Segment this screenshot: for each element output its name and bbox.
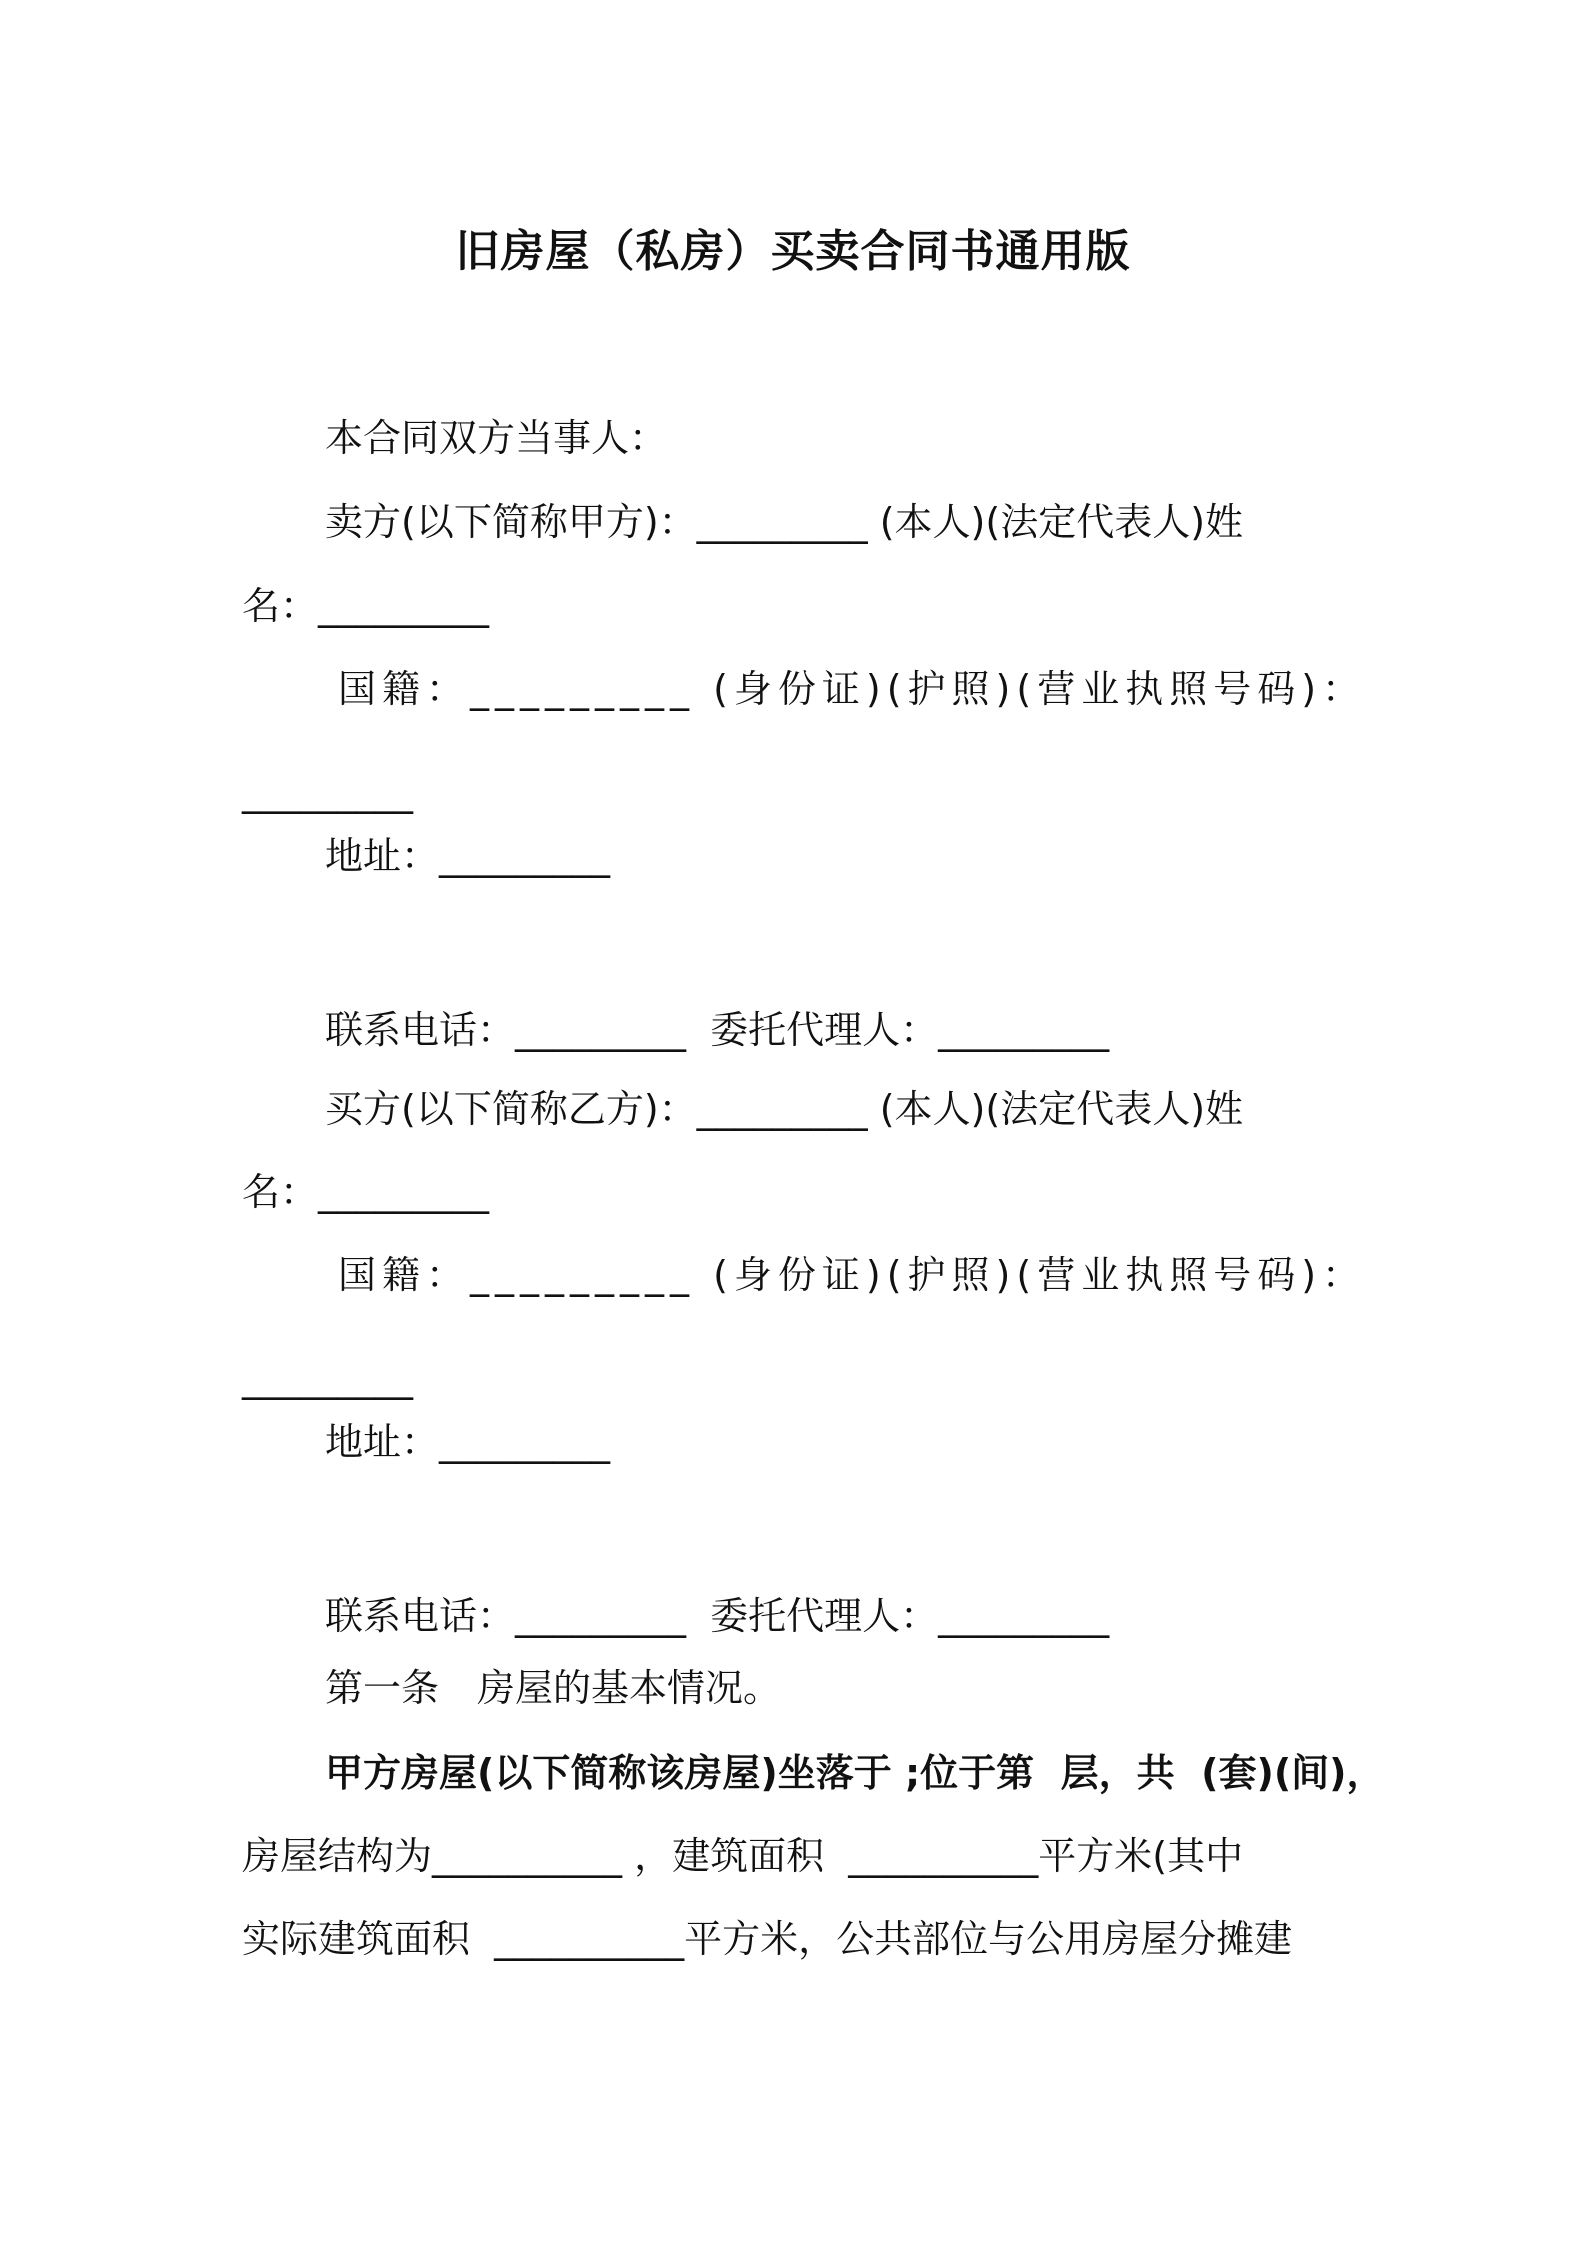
article-one-line-2: 房屋结构为__________ ，建筑面积 __________平方米(其中	[242, 1834, 1244, 1878]
seller-address-line: 地址：_________	[325, 834, 611, 878]
buyer-id-blank: _________	[242, 1356, 413, 1400]
article-one-line-3: 实际建筑面积 __________平方米，公共部位与公用房屋分摊建	[242, 1917, 1293, 1961]
buyer-name-line: 名：_________	[242, 1170, 490, 1214]
buyer-address-line: 地址：_________	[325, 1420, 611, 1464]
seller-line: 卖方(以下简称甲方)：_________ (本人)(法定代表人)姓	[325, 500, 1244, 544]
document-title: 旧房屋（私房）买卖合同书通用版	[455, 226, 1131, 277]
parties-heading: 本合同双方当事人：	[325, 416, 668, 460]
buyer-line: 买方(以下简称乙方)：_________ (本人)(法定代表人)姓	[325, 1087, 1244, 1131]
article-one-heading: 第一条 房屋的基本情况。	[325, 1666, 782, 1710]
buyer-contact-line: 联系电话：_________ 委托代理人：_________	[325, 1594, 1110, 1638]
article-one-line-1: 甲方房屋(以下简称该房屋)坐落于 ;位于第 层，共 (套)(间)，	[325, 1751, 1385, 1795]
seller-nationality-line: 国籍：_________ (身份证)(护照)(营业执照号码)：	[338, 667, 1367, 711]
seller-name-line: 名：_________	[242, 584, 490, 628]
seller-contact-line: 联系电话：_________ 委托代理人：_________	[325, 1008, 1110, 1052]
seller-id-blank: _________	[242, 770, 413, 814]
buyer-nationality-line: 国籍：_________ (身份证)(护照)(营业执照号码)：	[338, 1253, 1367, 1297]
